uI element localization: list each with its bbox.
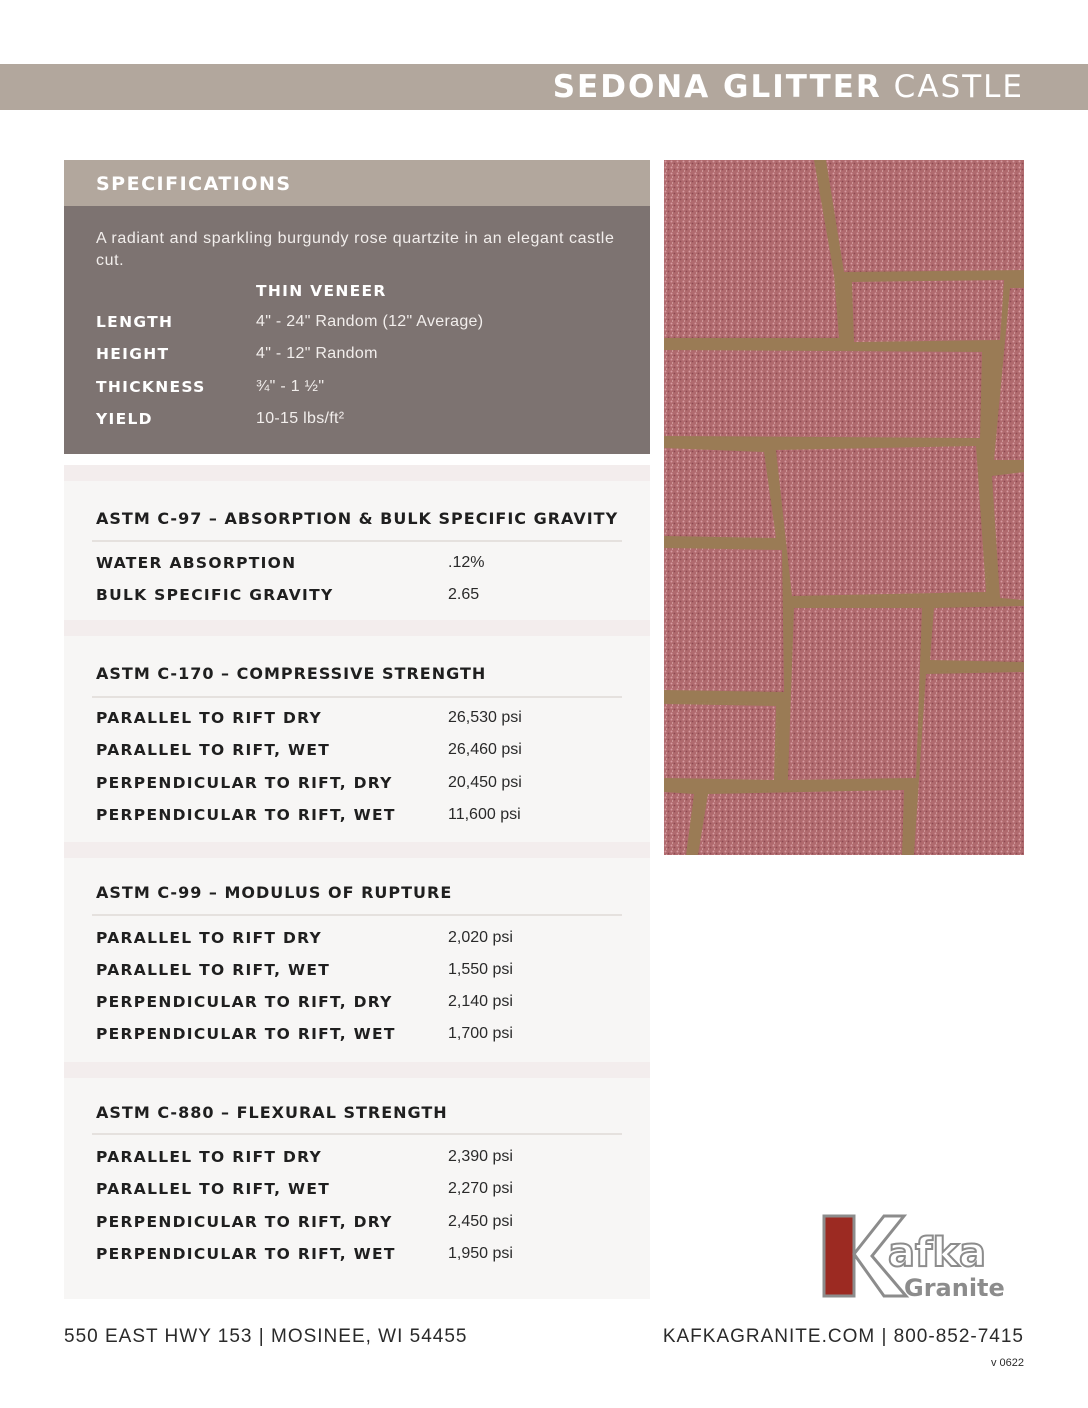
specifications-heading-bar xyxy=(64,160,650,206)
row-value: 1,550 psi xyxy=(448,961,513,978)
title-bold: SEDONA GLITTER xyxy=(552,69,882,105)
table-row xyxy=(96,806,636,828)
spec-label: LENGTH xyxy=(96,313,174,331)
row-value: 1,950 psi xyxy=(448,1245,513,1262)
table-row xyxy=(96,741,636,763)
version-label: v 0622 xyxy=(990,1357,1024,1369)
section-title-c170: ASTM C-170 – COMPRESSIVE STRENGTH xyxy=(96,664,487,683)
row-label: BULK SPECIFIC GRAVITY xyxy=(96,586,334,604)
spec-value: 4" - 24" Random (12" Average) xyxy=(256,313,484,330)
section-divider xyxy=(64,842,650,858)
specifications-heading: SPECIFICATIONS xyxy=(96,173,292,195)
table-row xyxy=(96,709,636,731)
row-label: WATER ABSORPTION xyxy=(96,554,297,572)
row-label: PERPENDICULAR TO RIFT, WET xyxy=(96,1025,396,1043)
kafka-granite-logo xyxy=(822,1214,1026,1298)
table-row xyxy=(96,929,636,951)
spec-value: 4" - 12" Random xyxy=(256,345,378,362)
specifications-box xyxy=(64,206,650,454)
spec-label: THICKNESS xyxy=(96,378,206,396)
row-label: PERPENDICULAR TO RIFT, WET xyxy=(96,1245,396,1263)
section-title-c97: ASTM C-97 – ABSORPTION & BULK SPECIFIC GRAVITY xyxy=(96,509,619,528)
row-value: 2,020 psi xyxy=(448,929,513,946)
row-value: .12% xyxy=(448,554,485,571)
section-rule xyxy=(92,914,622,916)
row-label: PARALLEL TO RIFT, WET xyxy=(96,741,331,759)
section-divider xyxy=(64,620,650,636)
section-divider xyxy=(64,465,650,481)
stone-pattern xyxy=(664,160,1024,855)
section-title-c880: ASTM C-880 – FLEXURAL STRENGTH xyxy=(96,1103,448,1122)
row-label: PERPENDICULAR TO RIFT, DRY xyxy=(96,993,393,1011)
section-divider xyxy=(64,1062,650,1078)
column-header-thin-veneer: THIN VENEER xyxy=(256,282,387,300)
table-row xyxy=(96,961,636,983)
footer-address: 550 EAST HWY 153 | MOSINEE, WI 54455 xyxy=(64,1326,468,1347)
row-value: 2,270 psi xyxy=(448,1180,513,1197)
logo-word-granite: Granite xyxy=(904,1274,1005,1298)
row-value: 11,600 psi xyxy=(448,806,521,823)
section-title-c99: ASTM C-99 – MODULUS OF RUPTURE xyxy=(96,883,453,902)
row-label: PARALLEL TO RIFT, WET xyxy=(96,961,331,979)
title-light: CASTLE xyxy=(893,69,1024,105)
astm-panel xyxy=(64,465,650,1299)
table-row xyxy=(96,586,636,608)
spec-label: HEIGHT xyxy=(96,345,170,363)
row-value: 2,450 psi xyxy=(448,1213,513,1230)
table-row xyxy=(96,1025,636,1047)
table-row xyxy=(96,554,636,576)
table-row xyxy=(96,774,636,796)
row-value: 2,140 psi xyxy=(448,993,513,1010)
table-row xyxy=(96,1180,636,1202)
row-label: PARALLEL TO RIFT DRY xyxy=(96,929,323,947)
logo-word-afka: afka xyxy=(888,1230,986,1276)
footer-contact: KAFKAGRANITE.COM | 800-852-7415 xyxy=(662,1326,1024,1347)
row-label: PERPENDICULAR TO RIFT, DRY xyxy=(96,774,393,792)
row-label: PARALLEL TO RIFT DRY xyxy=(96,1148,323,1166)
section-rule xyxy=(92,540,622,542)
table-row xyxy=(96,1148,636,1170)
row-label: PARALLEL TO RIFT, WET xyxy=(96,1180,331,1198)
row-label: PARALLEL TO RIFT DRY xyxy=(96,709,323,727)
spec-value: ¾" - 1 ½" xyxy=(256,378,325,395)
spec-label: YIELD xyxy=(96,410,153,428)
product-description: A radiant and sparkling burgundy rose quartzite in an elegant castle cut. xyxy=(96,230,615,269)
row-label: PERPENDICULAR TO RIFT, DRY xyxy=(96,1213,393,1231)
row-value: 26,530 psi xyxy=(448,709,522,726)
section-rule xyxy=(92,696,622,698)
row-value: 26,460 psi xyxy=(448,741,522,758)
stone-sample-image xyxy=(664,160,1024,855)
table-row xyxy=(96,1245,636,1267)
section-rule xyxy=(92,1133,622,1135)
spec-value: 10-15 lbs/ft² xyxy=(256,410,345,427)
row-value: 2.65 xyxy=(448,586,480,603)
row-value: 20,450 psi xyxy=(448,774,522,791)
table-row xyxy=(96,1213,636,1235)
row-label: PERPENDICULAR TO RIFT, WET xyxy=(96,806,396,824)
row-value: 1,700 psi xyxy=(448,1025,513,1042)
table-row xyxy=(96,993,636,1015)
row-value: 2,390 psi xyxy=(448,1148,513,1165)
page-title xyxy=(553,68,1024,106)
